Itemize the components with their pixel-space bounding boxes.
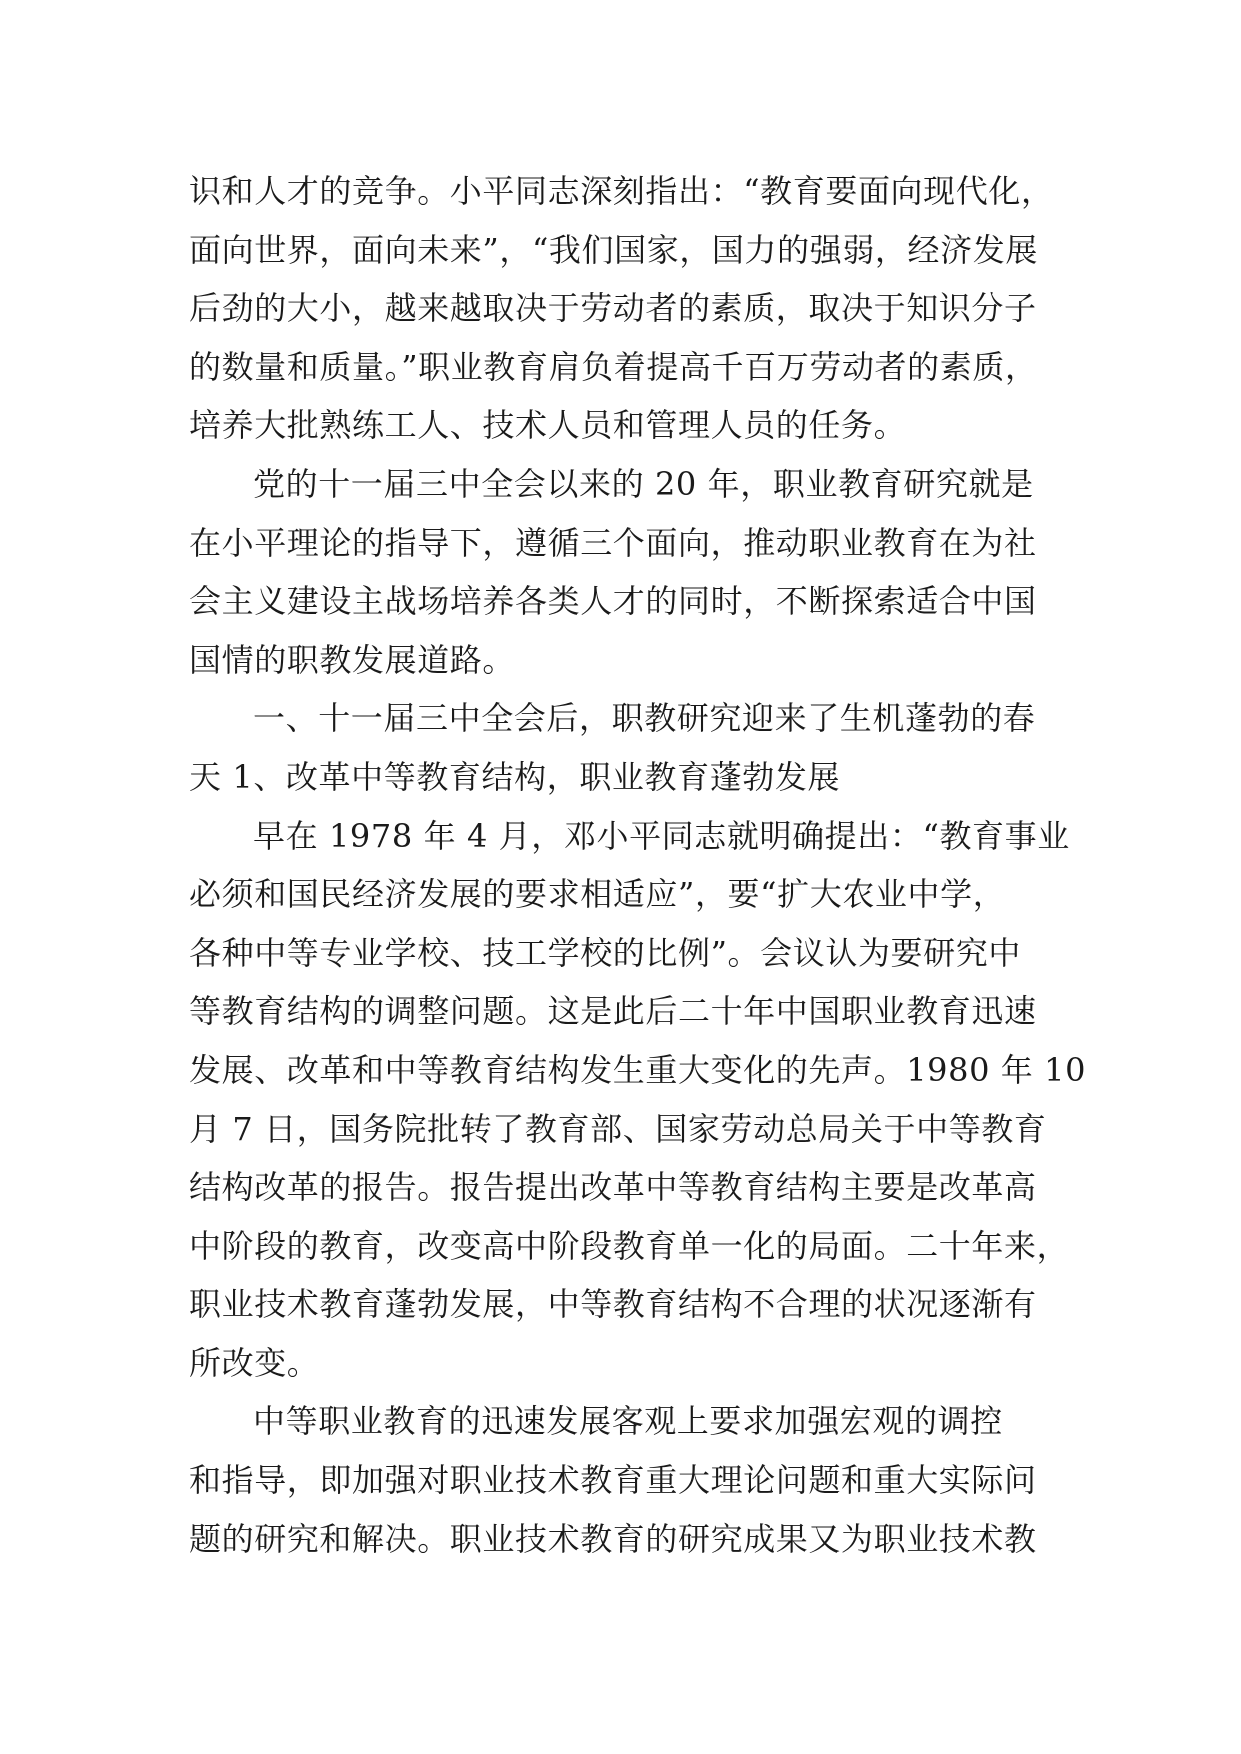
text-line: 必须和国民经济发展的要求相适应”，要“扩大农业中学， [189, 875, 1006, 914]
text-line: 会主义建设主战场培养各类人才的同时，不断探索适合中国 [189, 582, 1037, 621]
text-line: 职业技术教育蓬勃发展，中等教育结构不合理的状况逐渐有 [189, 1285, 1037, 1324]
paragraph-first-line: 早在 1978 年 4 月，邓小平同志就明确提出：“教育事业 [253, 816, 1070, 855]
text-line: 所改变。 [189, 1343, 320, 1382]
body-text [189, 162, 1087, 1568]
text-line: 中阶段的教育，改变高中阶段教育单一化的局面。二十年来， [189, 1226, 1070, 1265]
text-line: 和指导，即加强对职业技术教育重大理论问题和重大实际问 [189, 1461, 1037, 1500]
text-line: 发展、改革和中等教育结构发生重大变化的先声。1980 年 10 [189, 1050, 1087, 1089]
text-line: 培养大批熟练工人、技术人员和管理人员的任务。 [189, 406, 907, 445]
text-line: 识和人才的竞争。小平同志深刻指出：“教育要面向现代化， [189, 172, 1054, 210]
text-line: 后劲的大小，越来越取决于劳动者的素质，取决于知识分子 [189, 289, 1037, 328]
text-line: 等教育结构的调整问题。这是此后二十年中国职业教育迅速 [189, 992, 1037, 1031]
text-line: 的数量和质量。”职业教育肩负着提高千百万劳动者的素质， [189, 347, 1038, 386]
text-line: 在小平理论的指导下，遵循三个面向，推动职业教育在为社 [189, 523, 1037, 562]
text-line: 国情的职教发展道路。 [189, 640, 516, 679]
text-line: 结构改革的报告。报告提出改革中等教育结构主要是改革高 [189, 1168, 1037, 1207]
text-line: 面向世界，面向未来”，“我们国家，国力的强弱，经济发展 [189, 230, 1038, 269]
paragraph-first-line: 中等职业教育的迅速发展客观上要求加强宏观的调控 [253, 1402, 1003, 1441]
text-line: 月 7 日，国务院批转了教育部、国家劳动总局关于中等教育 [189, 1109, 1047, 1148]
section-heading-line: 一、十一届三中全会后，职教研究迎来了生机蓬勃的春 [253, 699, 1036, 738]
section-heading-line: 天 1、改革中等教育结构，职业教育蓬勃发展 [189, 757, 841, 796]
text-line: 题的研究和解决。职业技术教育的研究成果又为职业技术教 [189, 1519, 1037, 1558]
text-line: 各种中等专业学校、技工学校的比例”。会议认为要研究中 [189, 933, 1021, 972]
paragraph-first-line: 党的十一届三中全会以来的 20 年，职业教育研究就是 [253, 464, 1034, 503]
